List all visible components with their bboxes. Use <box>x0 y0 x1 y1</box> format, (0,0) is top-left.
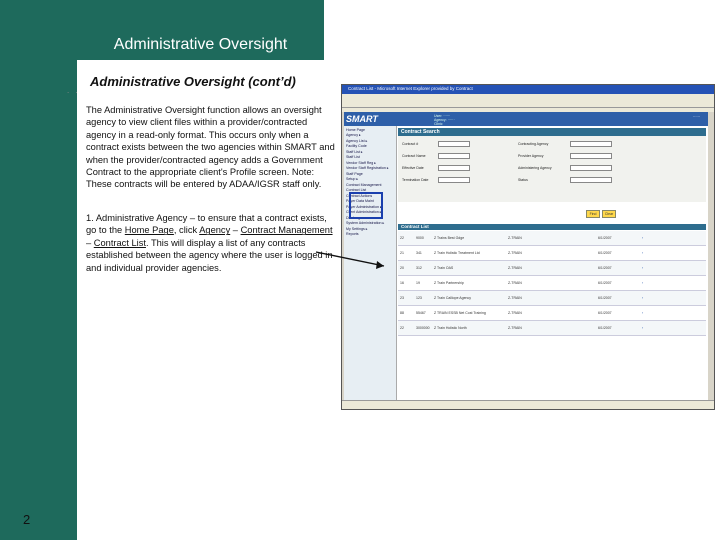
contract-list-header: Contract List <box>398 224 706 230</box>
form-label: Contract Name <box>402 154 426 158</box>
clear-button[interactable]: Clear <box>602 210 616 218</box>
row-contract-name: Z Trains Best Gdge <box>434 236 465 240</box>
paragraph-description: The Administrative Oversight function allows an oversight agency to view client files within a provider/contracted agency in a read-only format. This occurs only when a contract exists between the two agencies within SMART and when the provider/contracted agency adds a Government Contract to the appropriate client's Profile screen. Note: These contracts will be entered by ADAA/IGSR staff only. <box>86 105 335 190</box>
row-contract-number: 19 <box>416 281 420 285</box>
nav-item[interactable]: Facility Code <box>346 144 367 148</box>
row-contract-number: 9000 <box>416 236 424 240</box>
row-contract-name: Z Train OAS <box>434 266 454 270</box>
row-contract-name: Z Train Partnership <box>434 281 464 285</box>
row-contract-number: 123 <box>416 296 422 300</box>
nav-item[interactable]: Client Administration ▸ <box>346 210 382 214</box>
row-id: 16 <box>400 281 404 285</box>
nav-item[interactable]: Contract List <box>346 188 367 192</box>
form-label: Administering Agency <box>518 166 552 170</box>
row-action-links[interactable]: › <box>642 236 644 240</box>
page-number: 2 <box>23 512 31 527</box>
form-label: Effective Date <box>402 166 424 170</box>
nav-item[interactable]: Home Page <box>346 127 365 132</box>
nav-item[interactable]: Payer Data Maint <box>346 199 374 203</box>
bullet-dots: . . <box>67 86 80 95</box>
nav-item[interactable]: System Administration ▸ <box>346 221 385 225</box>
row-contract-name: Z Train Holistic Treatment Ltd <box>434 251 480 255</box>
instructions-text: . This will display a list of any contracts established between the agency where the user is logged in and individual provider agencies. <box>86 237 333 273</box>
row-id: 22 <box>400 236 404 240</box>
instructions-text: – <box>86 237 94 248</box>
row-date: 6/1/2007 <box>598 251 612 255</box>
row-contract-name: Z TRAIN ESSB Net Cost Training <box>434 311 486 315</box>
row-provider: Z-TRAIN <box>508 236 522 240</box>
nav-item[interactable]: Vendor Staff Reg ▸ <box>346 160 377 165</box>
row-action-links[interactable]: › <box>642 251 644 255</box>
link-agency: Agency <box>199 225 231 236</box>
slide-title: Administrative Oversight <box>113 36 288 53</box>
nav-item[interactable]: Vendor Staff Registration ▸ <box>346 166 389 170</box>
nav-item[interactable]: Agency ▸ <box>346 133 361 137</box>
nav-item[interactable]: Reports <box>346 232 359 236</box>
link-home-page: Home Page <box>124 225 174 236</box>
smart-user-info: User: ······ Agency: ······ Clinic <box>434 114 455 126</box>
nav-item[interactable]: Contract Actions <box>346 193 373 198</box>
nav-item[interactable]: Staff List ▸ <box>346 149 363 154</box>
row-date: 6/1/2007 <box>598 236 612 240</box>
row-provider: Z-TRAIN <box>508 266 522 270</box>
contract-search-header: Contract Search <box>398 128 706 136</box>
nav-item[interactable]: Staff List <box>346 155 360 159</box>
row-contract-name: Z Train Holistic North <box>434 326 467 330</box>
row-date: 6/1/2007 <box>598 296 612 300</box>
row-contract-number: 3000000 <box>416 326 430 330</box>
instructions-text: 1. Administrative Agency – to ensure that a contract exists, go to the <box>86 213 327 236</box>
form-label: Contract # <box>402 142 419 146</box>
smart-logo: SMART <box>346 114 378 124</box>
nav-item[interactable]: Discharge ▸ <box>346 215 365 220</box>
nav-item[interactable]: Setup ▸ <box>346 177 359 181</box>
nav-item[interactable]: Contract Management <box>346 182 382 187</box>
link-contract-management: Contract Management <box>240 225 333 236</box>
find-button[interactable]: Find <box>586 210 600 218</box>
row-contract-number: 55467 <box>416 311 426 315</box>
instructions-text: , click <box>173 225 200 236</box>
row-id: 20 <box>400 266 404 270</box>
row-date: 6/1/2007 <box>598 326 612 330</box>
form-label: Contracting Agency <box>518 142 549 146</box>
nav-item[interactable]: Payer Administration ▸ <box>346 204 382 209</box>
browser-title-bar: Contract List - Microsoft Internet Explorer provided by Contract <box>342 85 714 94</box>
row-provider: Z-TRAIN <box>508 296 522 300</box>
row-date: 6/1/2007 <box>598 266 612 270</box>
nav-item[interactable]: Staff Page <box>346 171 363 176</box>
row-action-links[interactable]: › <box>642 326 644 330</box>
row-provider: Z-TRAIN <box>508 311 522 315</box>
row-action-links[interactable]: › <box>642 266 644 270</box>
row-id: 21 <box>400 251 404 255</box>
row-action-links[interactable]: › <box>642 281 644 285</box>
row-provider: Z-TRAIN <box>508 326 522 330</box>
row-id: 23 <box>400 296 404 300</box>
nav-item[interactable]: My Settings ▸ <box>346 226 368 231</box>
row-id: 88 <box>400 311 404 315</box>
row-id: 22 <box>400 326 404 330</box>
form-label: Status <box>518 178 528 182</box>
slide-subtitle: Administrative Oversight (cont’d) <box>90 74 296 89</box>
link-contract-list: Contract List <box>93 237 146 248</box>
row-contract-number: 341 <box>416 251 422 255</box>
instructions-text: – <box>230 225 241 236</box>
row-action-links[interactable]: › <box>642 296 644 300</box>
nav-item[interactable]: Agency List ▸ <box>346 138 368 143</box>
row-date: 6/1/2007 <box>598 281 612 285</box>
row-action-links[interactable]: › <box>642 311 644 315</box>
row-provider: Z-TRAIN <box>508 281 522 285</box>
row-contract-name: Z Train Calliope Agency <box>434 296 471 300</box>
row-provider: Z-TRAIN <box>508 251 522 255</box>
row-contract-number: 312 <box>416 266 422 270</box>
form-label: Termination Date <box>402 178 429 182</box>
form-label: Provider Agency <box>518 154 544 158</box>
row-date: 6/1/2007 <box>598 311 612 315</box>
smart-date: ······ <box>693 115 700 119</box>
